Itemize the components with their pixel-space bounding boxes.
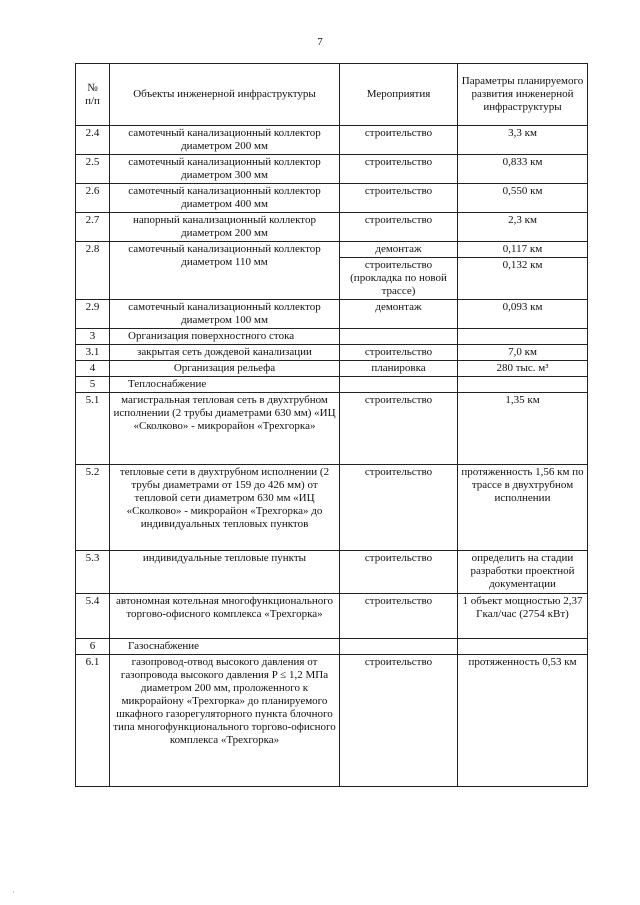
row-num: 2.5 xyxy=(76,155,110,184)
row-param: 3,3 км xyxy=(458,126,588,155)
row-object: самотечный канализационный коллектор диаметром 100 мм xyxy=(110,300,340,329)
row-num: 4 xyxy=(76,361,110,377)
row-param: 1,35 км xyxy=(458,393,588,465)
row-measure-2: строительство (прокладка по новой трассе) xyxy=(340,258,458,300)
row-param: 0,833 км xyxy=(458,155,588,184)
row-object: Организация рельефа xyxy=(110,361,340,377)
header-objects: Объекты инженерной инфраструктуры xyxy=(110,64,340,126)
row-measure: строительство xyxy=(340,393,458,465)
row-object: Организация поверхностного стока xyxy=(110,329,340,345)
row-measure xyxy=(340,377,458,393)
row-object: магистральная тепловая сеть в двухтрубном исполнении (2 трубы диаметрами 630 мм) «ИЦ «Сколково» - микрорайон «Трехгорка» xyxy=(110,393,340,465)
row-num: 5.3 xyxy=(76,551,110,594)
table-row xyxy=(76,213,588,242)
row-object: самотечный канализационный коллектор диаметром 110 мм xyxy=(110,242,340,300)
row-param xyxy=(458,329,588,345)
table-row xyxy=(76,361,588,377)
row-num: 5 xyxy=(76,377,110,393)
table-row xyxy=(76,155,588,184)
row-param: 0,117 км xyxy=(458,242,588,258)
table-row xyxy=(76,655,588,787)
row-measure: планировка xyxy=(340,361,458,377)
row-measure: строительство xyxy=(340,184,458,213)
row-num: 5.2 xyxy=(76,465,110,551)
row-param: 280 тыс. м³ xyxy=(458,361,588,377)
row-num: 2.4 xyxy=(76,126,110,155)
row-param xyxy=(458,377,588,393)
row-num: 2.9 xyxy=(76,300,110,329)
page-number: 7 xyxy=(317,36,323,48)
row-measure: демонтаж xyxy=(340,300,458,329)
table-row xyxy=(76,465,588,551)
row-num: 2.8 xyxy=(76,242,110,300)
row-param: 1 объект мощностью 2,37 Гкал/час (2754 кВт) xyxy=(458,594,588,639)
table-row xyxy=(76,184,588,213)
row-param: протяженность 0,53 км xyxy=(458,655,588,787)
row-param: протяженность 1,56 км по трассе в двухтрубном исполнении xyxy=(458,465,588,551)
row-measure: строительство xyxy=(340,594,458,639)
row-param-2: 0,132 км xyxy=(458,258,588,300)
row-object: газопровод-отвод высокого давления от газопровода высокого давления P ≤ 1,2 МПа диаметром 200 мм, проложенного к микрорайону «Трехгорка» до планируемого шкафного газорегуляторного пункта блочного типа многофункционального торгово-офисного комплекса «Трехгорка» xyxy=(110,655,340,787)
row-num: 3.1 xyxy=(76,345,110,361)
row-param: 0,093 км xyxy=(458,300,588,329)
row-object: Теплоснабжение xyxy=(110,377,340,393)
table-header-row xyxy=(76,64,588,126)
row-object: автономная котельная многофункционального торгово-офисного комплекса «Трехгорка» xyxy=(110,594,340,639)
row-measure xyxy=(340,639,458,655)
table-row xyxy=(76,551,588,594)
table-row xyxy=(76,345,588,361)
infrastructure-table xyxy=(75,63,588,787)
row-measure: строительство xyxy=(340,126,458,155)
row-num: 6.1 xyxy=(76,655,110,787)
table-row xyxy=(76,300,588,329)
row-num: 6 xyxy=(76,639,110,655)
table-row xyxy=(76,594,588,639)
scan-mark: · xyxy=(12,888,15,897)
table-row xyxy=(76,393,588,465)
header-params: Параметры планируемого развития инженерной инфраструктуры xyxy=(458,64,588,126)
row-measure: строительство xyxy=(340,345,458,361)
row-object: самотечный канализационный коллектор диаметром 200 мм xyxy=(110,126,340,155)
section-row xyxy=(76,377,588,393)
row-param: определить на стадии разработки проектной документации xyxy=(458,551,588,594)
row-num: 3 xyxy=(76,329,110,345)
row-measure: строительство xyxy=(340,655,458,787)
row-measure: строительство xyxy=(340,155,458,184)
section-row xyxy=(76,639,588,655)
row-num: 2.7 xyxy=(76,213,110,242)
row-param: 2,3 км xyxy=(458,213,588,242)
row-measure: строительство xyxy=(340,551,458,594)
row-param: 0,550 км xyxy=(458,184,588,213)
row-object: тепловые сети в двухтрубном исполнении (2 трубы диаметрами от 159 до 426 мм) от тепловой сети диаметром 630 мм «ИЦ «Сколково» - микрорайон «Трехгорка» до индивидуальных тепловых пунктов xyxy=(110,465,340,551)
row-num: 2.6 xyxy=(76,184,110,213)
table-row xyxy=(76,242,588,258)
row-param: 7,0 км xyxy=(458,345,588,361)
row-object: Газоснабжение xyxy=(110,639,340,655)
header-num: № п/п xyxy=(76,64,110,126)
row-object: закрытая сеть дождевой канализации xyxy=(110,345,340,361)
row-object: индивидуальные тепловые пункты xyxy=(110,551,340,594)
row-measure: демонтаж xyxy=(340,242,458,258)
row-measure: строительство xyxy=(340,213,458,242)
table-row xyxy=(76,126,588,155)
row-measure: строительство xyxy=(340,465,458,551)
row-num: 5.4 xyxy=(76,594,110,639)
row-measure xyxy=(340,329,458,345)
row-object: напорный канализационный коллектор диаметром 200 мм xyxy=(110,213,340,242)
section-row xyxy=(76,329,588,345)
row-object: самотечный канализационный коллектор диаметром 300 мм xyxy=(110,155,340,184)
row-num: 5.1 xyxy=(76,393,110,465)
row-object: самотечный канализационный коллектор диаметром 400 мм xyxy=(110,184,340,213)
row-param xyxy=(458,639,588,655)
header-measures: Мероприятия xyxy=(340,64,458,126)
